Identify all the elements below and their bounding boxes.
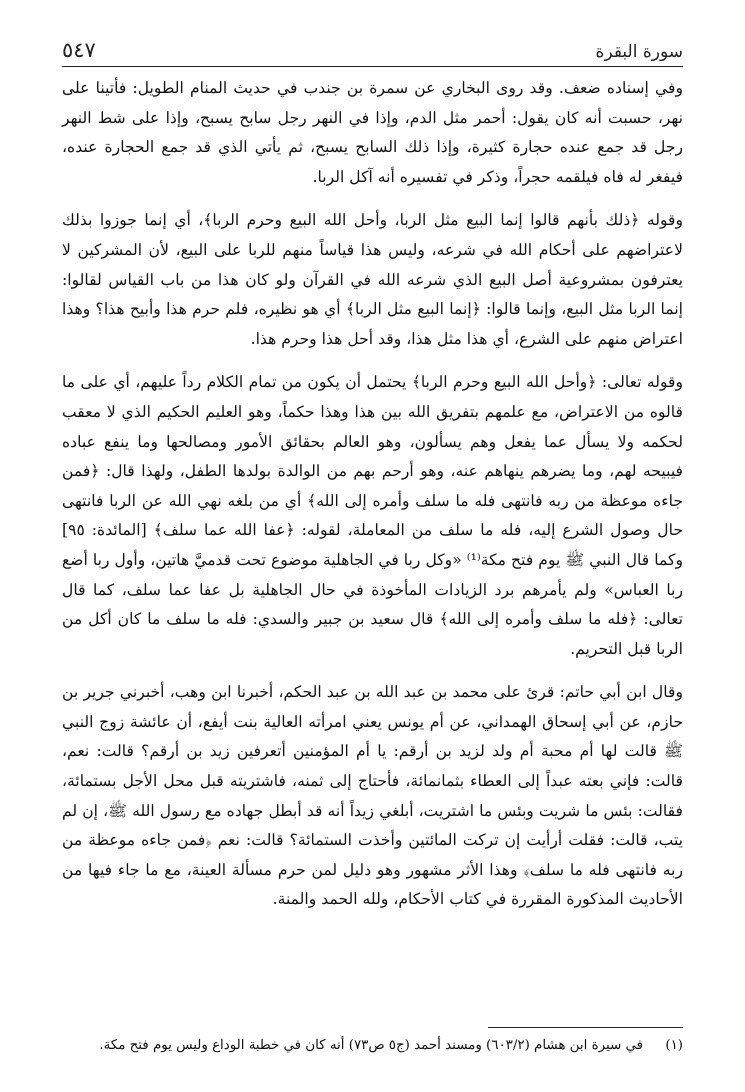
surah-title: سورة البقرة	[595, 42, 683, 62]
footnote	[62, 1036, 683, 1056]
paragraph-3: وقوله تعالى: ﴿وأحل الله البيع وحرم الربا﴾ يحتمل أن يكون من تمام الكلام رداً عليهم، أي على ما قالوه من الاعتراض، مع علمهم بتفريق الله بين هذا وهذا حكماً، وهو العليم الحكيم الذي لا معقب لحكمه ولا يسأل عما يفعل وهم يسألون، وهو العالم بحقائق الأمور ومصالحها وما ينفع عباده فيبيحه لهم، وما يضرهم ينهاهم عنه، وهو أرحم بهم من الوالدة بولدها الطفل، ولهذا قال: ﴿فمن جاءه موعظة من ربه فانتهى فله ما سلف وأمره إلى الله﴾ أي من بلغه نهي الله عن الربا فانتهى حال وصول الشرع إليه، فله ما سلف من المعاملة، لقوله: ﴿عفا الله عما سلف﴾ [المائدة: ٩٥] وكما قال النبي ﷺ يوم فتح مكة⁽¹⁾ «وكل ربا في الجاهلية موضوع تحت قدميَّ هاتين، وأول ربا أضع ربا العباس» ولم يأمرهم برد الزيادات المأخوذة في حال الجاهلية بل عفا عما سلف، كما قال تعالى: ﴿فله ما سلف وأمره إلى الله﴾ قال سعيد بن جبير والسدي: فله ما سلف ما كان أكل من الربا قبل التحريم.	[62, 373, 684, 658]
page-body	[62, 74, 683, 929]
paragraph-1: وفي إسناده ضعف. وقد روى البخاري عن سمرة بن جندب في حديث المنام الطويل: فأتينا على نهر، حسبت أنه كان يقول: أحمر مثل الدم، وإذا في النهر رجل سابح يسبح، وإذا على شط النهر رجل قد جمع عنده حجارة كثيرة، وإذا ذلك السابح يسبح، ثم يأتي الذي قد جمع الحجارة عنده، فيفغر له فاه فيلقمه حجراً، وذكر في تفسيره أنه آكل الربا.	[62, 79, 683, 186]
footnote-number: (١)	[665, 1038, 683, 1053]
paragraph-2: وقوله ﴿ذلك بأنهم قالوا إنما البيع مثل الربا، وأحل الله البيع وحرم الربا﴾، أي إنما جوزوا بذلك لاعتراضهم على أحكام الله في شرعه، وليس هذا قياساً منهم للربا على البيع، لأن المشركين لا يعترفون بمشروعية أصل البيع الذي شرعه الله في القرآن ولو كان هذا من باب القياس لقالوا: إنما الربا مثل البيع، وإنما قالوا: ﴿إنما البيع مثل الربا﴾ أي هو نظيره، فلم حرم هذا وأبيح هذا؟ وهذا اعتراض منهم على الشرع، أي هذا مثل هذا، وقد أحل هذا وحرم هذا.	[62, 211, 683, 348]
footnote-separator	[488, 1027, 683, 1028]
paragraph-4: وقال ابن أبي حاتم: قرئ على محمد بن عبد الله بن عبد الحكم، أخبرنا ابن وهب، أخبرني جرير بن حازم، عن أبي إسحاق الهمداني، عن أم يونس يعني امرأته العالية بنت أيفع، أن عائشة زوج النبي ﷺ قالت لها أم محبة أم ولد لزيد بن أرقم: يا أم المؤمنين أتعرفين زيد بن أرقم؟ قالت: نعم، قالت: فإني بعته عبداً إلى العطاء بثمانمائة، فأحتاج إلى ثمنه، فاشتريته قبل محل الأجل بستمائة، فقالت: بئس ما شريت وبئس ما اشتريت، أبلغي زيداً أنه قد أبطل جهاده مع رسول الله ﷺ، إن لم يتب، قالت: فقلت أرأيت إن تركت المائتين وأخذت الستمائة؟ قالت: نعم ﴿فمن جاءه موعظة من ربه فانتهى فله ما سلف﴾ وهذا الأثر مشهور وهو دليل لمن حرم مسألة العينة، مع ما جاء فيها من الأحاديث المذكورة المقررة في كتاب الأحكام، ولله الحمد والمنة.	[62, 683, 683, 909]
page-header	[62, 30, 683, 67]
footnote-text: في سيرة ابن هشام (٦٠٣/٢) ومسند أحمد (ج٥ ص٧٣) أنه كان في خطبة الوداع وليس يوم فتح مكة.	[99, 1038, 644, 1053]
page-number: ٥٤٧	[62, 38, 96, 62]
